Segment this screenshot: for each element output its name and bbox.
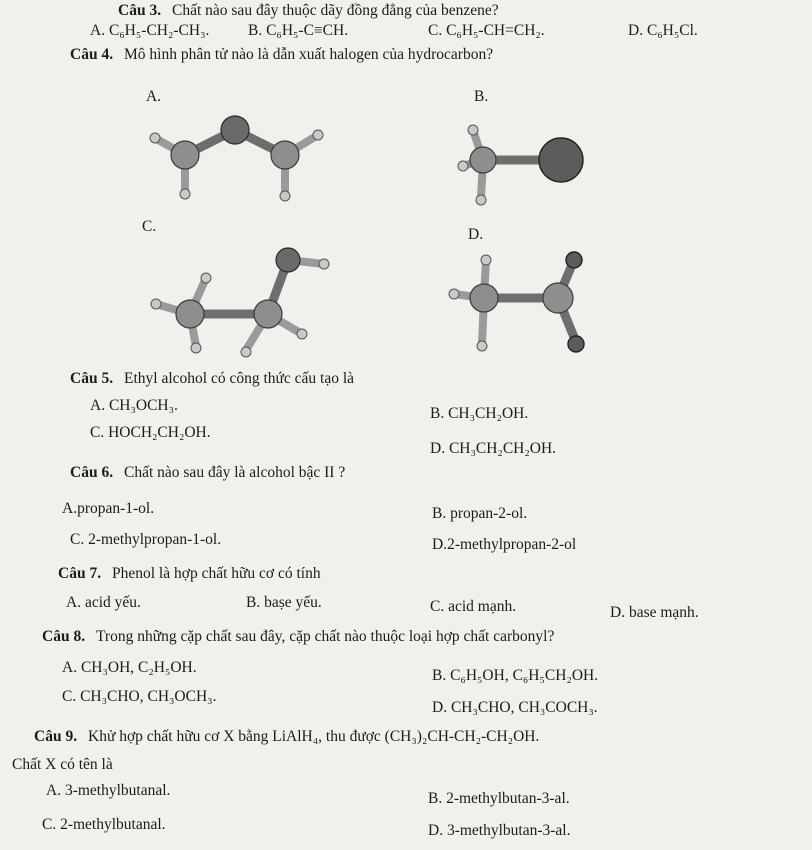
question-4-option-c: C. — [142, 218, 157, 235]
question-8-option-a: A. CH₃OH, C₂H₅OH. — [62, 659, 197, 676]
question-4-number: Câu 4. — [70, 46, 114, 63]
question-5-option-d: D. CH₃CH₂CH₂OH. — [430, 440, 557, 457]
question-9-number: Câu 9. — [34, 728, 78, 745]
question-7-number: Câu 7. — [58, 565, 102, 582]
question-6-number: Câu 6. — [70, 464, 114, 481]
question-5-option-b: B. CH₃CH₂OH. — [430, 405, 529, 422]
question-6-option-c: C. 2-methylpropan-1-ol. — [70, 531, 222, 548]
question-6-option-b: B. propan-2-ol. — [432, 505, 528, 522]
question-8-number: Câu 8. — [42, 628, 86, 645]
question-5-stem: Ethyl alcohol có công thức cấu tạo là — [124, 370, 355, 387]
question-9-option-c: C. 2-methylbutanal. — [42, 816, 166, 833]
molecule-model-a — [140, 110, 340, 210]
question-7-stem: Phenol là hợp chất hữu cơ có tính — [112, 565, 321, 582]
question-9-stem-continued: Chất X có tên là — [12, 756, 113, 773]
question-5-option-a: A. CH₃OCH₃. — [90, 397, 178, 414]
question-4-option-b: B. — [474, 88, 489, 105]
question-6-option-d: D.2-methylpropan-2-ol — [432, 536, 577, 553]
question-8-option-c: C. CH₃CHO, CH₃OCH₃. — [62, 688, 217, 705]
molecule-model-d — [448, 248, 598, 358]
question-9-option-b: B. 2-methylbutan-3-al. — [428, 790, 570, 807]
question-3-option-c: C. C₆H₅-CH=CH₂. — [428, 22, 545, 39]
question-7-option-a: A. acid yếu. — [66, 594, 141, 611]
question-9-stem: Khử hợp chất hữu cơ X bằng LiAlH₄, thu được (CH₃)₂CH-CH₂-CH₂OH. — [88, 728, 540, 745]
question-9-option-a: A. 3-methylbutanal. — [46, 782, 171, 799]
question-8-option-d: D. CH₃CHO, CH₃COCH₃. — [432, 699, 598, 716]
molecule-model-b — [455, 122, 595, 212]
question-7-option-d: D. base mạnh. — [610, 604, 699, 621]
question-3-option-d: D. C₆H₅Cl. — [628, 22, 698, 39]
question-7-option-b: B. baṣe yếu. — [246, 594, 322, 611]
question-5-option-c: C. HOCH₂CH₂OH. — [90, 424, 211, 441]
question-3-stem: Chất nào sau đây thuộc dãy đồng đẳng của benzene? — [172, 2, 499, 19]
question-4-option-d: D. — [468, 226, 484, 243]
question-9-option-d: D. 3-methylbutan-3-al. — [428, 822, 571, 839]
question-4-option-a: A. — [146, 88, 162, 105]
question-4-stem: Mô hình phân tử nào là dẫn xuất halogen của hydrocarbon? — [124, 46, 494, 63]
question-3-option-a: A. C₆H₅-CH₂-CH₃. — [90, 22, 210, 39]
question-7-option-c: C. acid mạnh. — [430, 598, 517, 615]
question-3-number: Câu 3. — [118, 2, 162, 19]
question-6-option-a: A.propan-1-ol. — [62, 500, 155, 517]
molecule-model-c — [148, 242, 348, 362]
question-6-stem: Chất nào sau đây là alcohol bậc II ? — [124, 464, 346, 481]
question-3-option-b: B. C₆H₅-C≡CH. — [248, 22, 349, 39]
question-8-stem: Trong những cặp chất sau đây, cặp chất nào thuộc loại hợp chất carbonyl? — [96, 628, 555, 645]
question-8-option-b: B. C₆H₅OH, C₆H₅CH₂OH. — [432, 667, 599, 684]
question-5-number: Câu 5. — [70, 370, 114, 387]
